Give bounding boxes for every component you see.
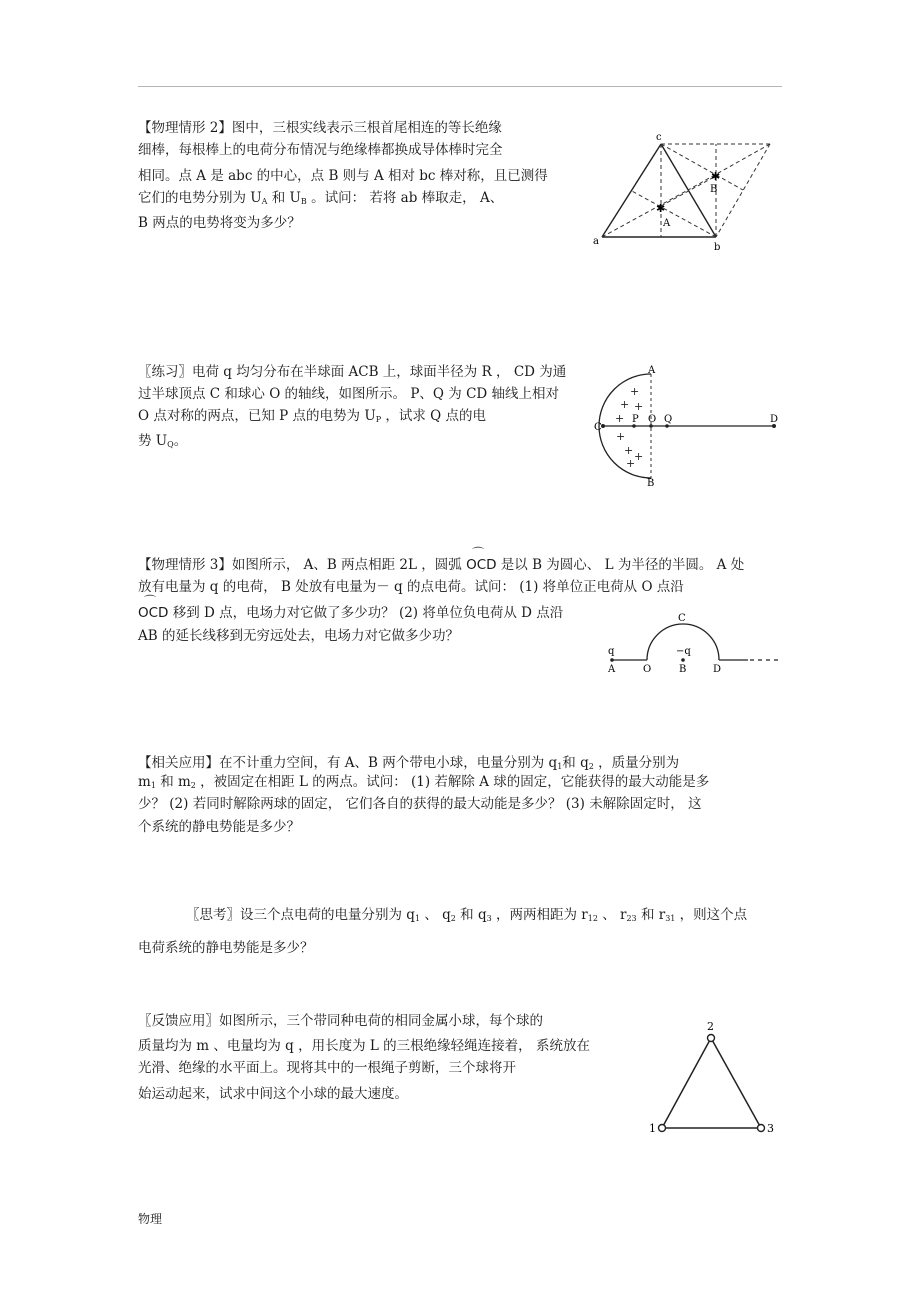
svg-text:+: +	[624, 444, 634, 457]
figure-triangle-rods	[590, 130, 780, 255]
figure-semicircle	[600, 608, 782, 680]
label-1: 1	[649, 1122, 656, 1135]
p1-line-3: 相同。点 A 是 abc 的中心，点 B 则与 A 相对 bc 棒对称，且已测得	[138, 168, 548, 184]
p2-line-4: 势 $U_Q$。	[138, 433, 188, 449]
rod-ac	[602, 144, 661, 237]
p2-line-2: 过半球顶点 C 和球心 O 的轴线，如图所示。 P、Q 为 CD 轴线上相对	[138, 386, 560, 402]
label-B: B	[647, 478, 655, 487]
label-3: 3	[767, 1122, 774, 1135]
p4-line-3: 少？ (2) 若同时解除两球的固定， 它们各自的获得的最大动能是多少？ (3) 未解除固定时， 这	[138, 796, 702, 812]
label-D: D	[713, 664, 722, 675]
label-O: O	[648, 414, 657, 425]
center-star-B: ✱	[711, 170, 721, 183]
svg-text:+: +	[634, 400, 644, 413]
svg-text:+: +	[616, 430, 626, 443]
ball-3	[758, 1125, 765, 1132]
label-a: a	[593, 236, 599, 247]
p4-line-2: $m_1$ 和 $m_2$ ，被固定在相距 L 的两点。试问： (1) 若解除 A 球的固定，它能获得的最大动能是多	[138, 774, 710, 790]
label-b: b	[714, 242, 721, 253]
p5-line-2: 电荷系统的静电势能是多少？	[138, 940, 314, 956]
header-rule	[138, 86, 782, 87]
p3-line-2: 放有电量为 q 的电荷， B 处放有电量为－ q 的点电荷。试问： (1) 将单位正电荷从 O 点沿	[138, 579, 684, 595]
svg-text:+: +	[620, 398, 630, 411]
label-B: B	[679, 664, 687, 675]
p2-line-1: 〖练习〗电荷 q 均匀分布在半球面 ACB 上，球面半径为 R ， CD 为通	[138, 364, 567, 380]
p6-line-4: 始运动起来，试求中间这个小球的最大速度。	[138, 1086, 408, 1102]
p1-line-1: 【物理情形 2】图中，三根实线表示三根首尾相连的等长绝缘	[138, 120, 502, 136]
label-C: C	[594, 422, 602, 433]
ball-2	[708, 1035, 715, 1042]
ball-1	[659, 1125, 666, 1132]
label-c: c	[656, 132, 662, 143]
svg-text:+: +	[634, 450, 644, 463]
center-star-A: ✱	[656, 202, 666, 215]
label-A: A	[663, 218, 671, 229]
label-2: 2	[707, 1020, 714, 1033]
p5-line-1: 〖思考〗设三个点电荷的电量分别为 $q_1$ 、 $q_2$ 和 $q_3$ ，两两相距为 $r_{12}$ 、 $r_{23}$ 和 $r_{31}$ ，则这个点	[186, 907, 748, 923]
p2-line-3: O 点对称的两点，已知 P 点的电势为 $U_P$ ，试求 Q 点的电	[138, 408, 487, 424]
footer-subject: 物理	[138, 1212, 163, 1226]
p3-line-3: ⌒ OCD 移到 D 点，电场力对它做了多少功？ (2) 将单位负电荷从 D 点沿	[138, 604, 563, 622]
label-D: D	[770, 414, 779, 425]
p6-line-1: 〖反馈应用〗如图所示，三个带同种电荷的相同金属小球，每个球的	[138, 1013, 543, 1029]
figure-three-balls	[645, 1020, 780, 1142]
p6-line-2: 质量均为 m 、电量均为 q ，用长度为 L 的三根绝缘轻绳连接着， 系统放在	[138, 1038, 590, 1054]
p3-line-1: 【物理情形 3】如图所示， A、B 两点相距 2L ，圆弧 ⌒ OCD 是以 B 为圆心、 L 为半径的半圆。 A 处	[138, 556, 744, 574]
label-P: P	[632, 414, 639, 425]
p4-line-4: 个系统的静电势能是多少？	[138, 819, 300, 835]
label-A: A	[608, 664, 616, 675]
label-B: B	[710, 184, 718, 195]
p3-line-4: AB 的延长线移到无穷远处去，电场力对它做多少功？	[138, 628, 459, 644]
p1-line-5: B 两点的电势将变为多少？	[138, 215, 301, 231]
label-A: A	[648, 365, 656, 376]
label-Q: Q	[664, 414, 673, 425]
p1-line-4: 它们的电势分别为 $U_A$ 和 $U_B$ 。试问： 若将 ab 棒取走， A、	[138, 190, 504, 206]
label-O: O	[643, 664, 652, 675]
charge-plus-signs	[615, 385, 643, 470]
dashed-construction	[602, 144, 770, 237]
p1-line-2: 细棒，每根棒上的电荷分布情况与绝缘棒都换成导体棒时完全	[138, 142, 503, 158]
svg-text:+: +	[615, 412, 625, 425]
label-C: C	[678, 613, 686, 624]
p6-line-3: 光滑、绝缘的水平面上。现将其中的一根绳子剪断，三个球将开	[138, 1060, 516, 1076]
figure-hemisphere	[594, 362, 784, 487]
label-minus-q: −q	[676, 646, 691, 657]
label-q: q	[608, 646, 615, 657]
svg-text:+: +	[626, 457, 636, 470]
svg-text:+: +	[630, 385, 640, 398]
p4-line-1: 【相关应用】在不计重力空间，有 A、B 两个带电小球，电量分别为 $q_1$和 $q_2$ ，质量分别为	[138, 755, 680, 771]
